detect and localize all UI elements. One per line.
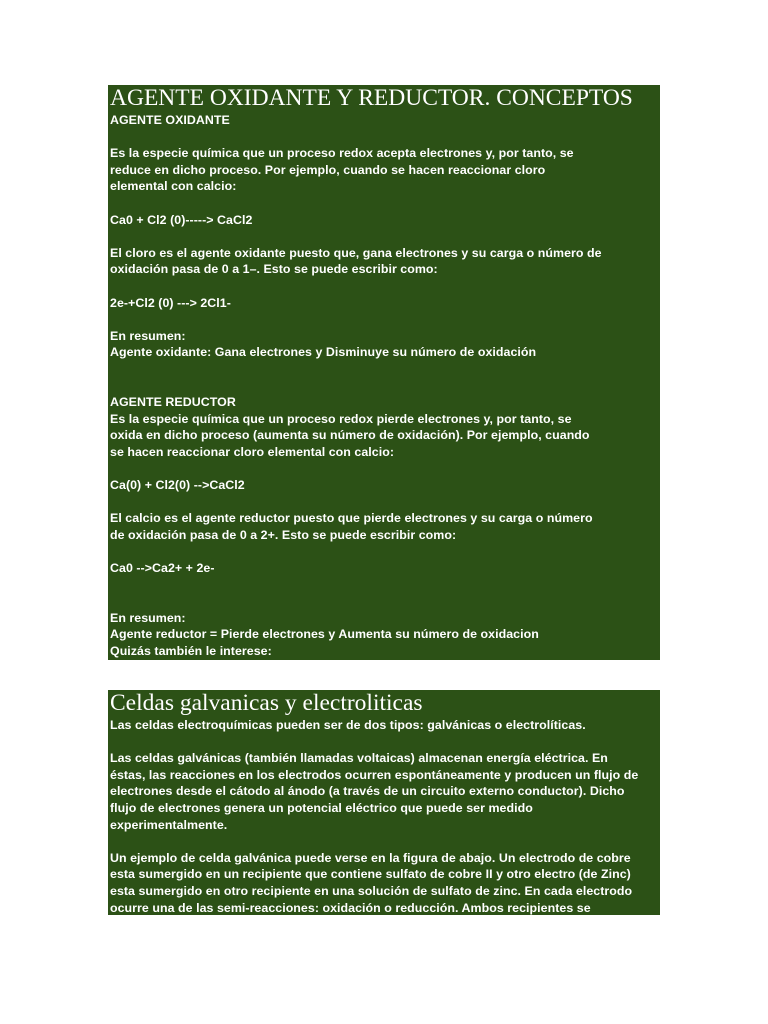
- text-line: flujo de electrones genera un potencial eléctrico que puede ser medido: [110, 800, 533, 815]
- text-line: Ca0 + Cl2 (0)-----> CaCl2: [110, 212, 253, 227]
- text-line: [110, 129, 658, 146]
- text-line: 2e-+Cl2 (0) ---> 2Cl1-: [110, 295, 231, 310]
- text-line: se hacen reaccionar cloro elemental con calcio:: [110, 444, 395, 459]
- text-line: electrones desde el cátodo al ánodo (a través de un circuito externo conductor). Dicho: [110, 784, 625, 799]
- text-line: Agente oxidante: Gana electrones y Disminuye su número de oxidación: [110, 345, 537, 360]
- text-line: [110, 278, 658, 295]
- section-body: [110, 112, 658, 660]
- text-line: [110, 361, 658, 378]
- text-line: En resumen:: [110, 328, 186, 343]
- text-line: esta sumergido en otro recipiente en una solución de sulfato de zinc. En cada electrodo: [110, 883, 633, 898]
- text-line: ocurre una de las semi-reacciones: oxidación o reducción. Ambos recipientes se: [110, 900, 591, 915]
- text-line: Ca(0) + Cl2(0) -->CaCl2: [110, 478, 245, 493]
- text-line: Agente reductor = Pierde electrones y Aumenta su número de oxidacion: [110, 627, 539, 642]
- text-line: AGENTE REDUCTOR: [110, 395, 236, 410]
- text-line: Un ejemplo de celda galvánica puede verse en la figura de abajo. Un electrodo de cobre: [110, 850, 631, 865]
- text-line: [110, 833, 658, 850]
- text-line: Las celdas galvánicas (también llamadas voltaicas) almacenan energía eléctrica. En: [110, 751, 608, 766]
- text-line: Ca0 -->Ca2+ + 2e-: [110, 561, 215, 576]
- text-line: [110, 195, 658, 212]
- text-line: reduce en dicho proceso. Por ejemplo, cuando se hacen reaccionar cloro: [110, 162, 546, 177]
- text-line: El cloro es el agente oxidante puesto que, gana electrones y su carga o número de: [110, 245, 602, 260]
- text-line: éstas, las reacciones en los electrodos ocurren espontáneamente y producen un flujo de: [110, 767, 639, 782]
- text-line: [110, 543, 658, 560]
- oxidant-reductant-section: [108, 85, 660, 660]
- text-line: [110, 460, 658, 477]
- text-line: [110, 228, 658, 245]
- text-line: En resumen:: [110, 610, 186, 625]
- text-line: Es la especie química que un proceso redox pierde electrones y, por tanto, se: [110, 411, 572, 426]
- section-body: [110, 717, 658, 915]
- text-line: de oxidación pasa de 0 a 2+. Esto se puede escribir como:: [110, 527, 457, 542]
- text-line: oxidación pasa de 0 a 1–. Esto se puede escribir como:: [110, 262, 438, 277]
- text-line: [110, 593, 658, 610]
- text-line: [110, 311, 658, 328]
- text-line: AGENTE OXIDANTE: [110, 113, 230, 127]
- text-line: El calcio es el agente reductor puesto que pierde electrones y su carga o número: [110, 511, 593, 526]
- text-line: [110, 378, 658, 395]
- text-line: [110, 577, 658, 594]
- text-line: experimentalmente.: [110, 817, 228, 832]
- text-line: Quizás también le interese:: [110, 644, 272, 658]
- text-line: esta sumergido en un recipiente que contiene sulfato de cobre II y otro electro (de Zinc): [110, 867, 631, 882]
- text-line: [110, 494, 658, 511]
- text-line: oxida en dicho proceso (aumenta su número de oxidación). Por ejemplo, cuando: [110, 428, 590, 443]
- text-line: Es la especie química que un proceso redox acepta electrones y, por tanto, se: [110, 146, 574, 161]
- text-line: Las celdas electroquímicas pueden ser de dos tipos: galvánicas o electrolíticas.: [110, 718, 586, 732]
- text-line: [110, 734, 658, 751]
- galvanic-cells-section: [108, 690, 660, 915]
- text-line: elemental con calcio:: [110, 179, 237, 194]
- section-title: Celdas galvanicas y electroliticas: [110, 690, 423, 716]
- section-title: AGENTE OXIDANTE Y REDUCTOR. CONCEPTOS: [110, 85, 633, 111]
